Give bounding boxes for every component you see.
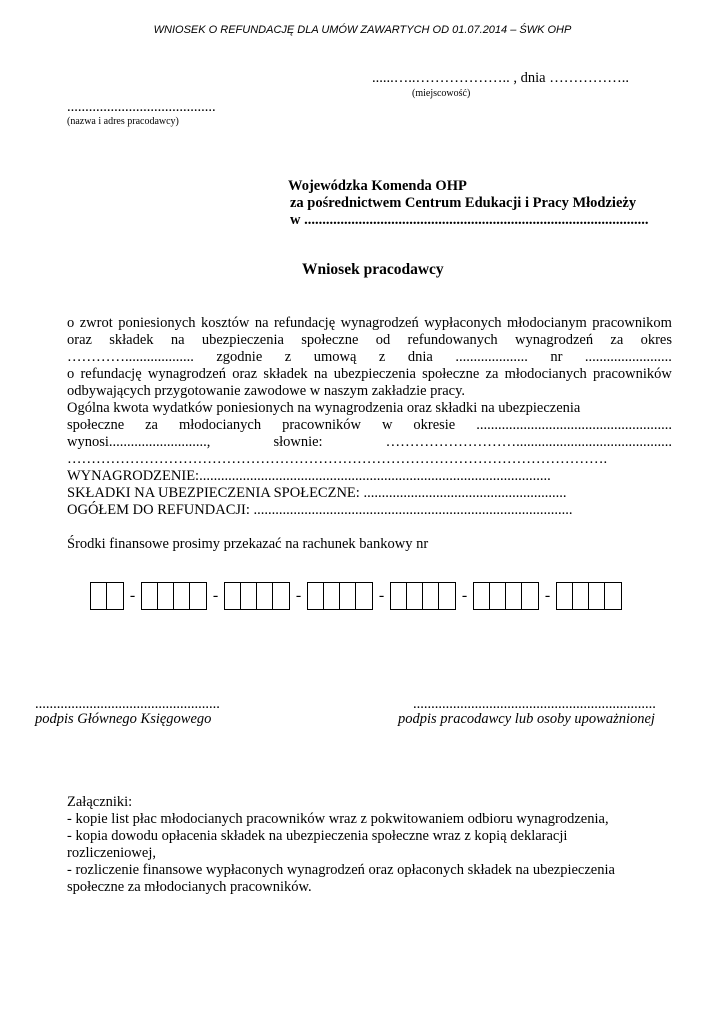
word: ...................................................... — [476, 417, 672, 433]
body-line-6: Ogólna kwota wydatków poniesionych na wynagrodzenia oraz składki na ubezpieczenia — [67, 400, 581, 416]
word: społeczne — [422, 366, 480, 382]
word: okres — [640, 332, 672, 348]
word: pracownikom — [592, 315, 672, 331]
account-digit-box[interactable] — [158, 583, 174, 609]
attachment-item: rozliczeniowej, — [67, 845, 156, 861]
attachment-item: - rozliczenie finansowe wypłaconych wynagrodzeń oraz opłaconych składek na ubezpieczenia — [67, 862, 615, 878]
body-line-2 — [67, 332, 672, 349]
account-digit-group — [307, 582, 373, 610]
word: składek — [109, 332, 154, 348]
account-digit-box[interactable] — [273, 583, 289, 609]
account-digit-box[interactable] — [407, 583, 423, 609]
account-digit-box[interactable] — [190, 583, 206, 609]
word: umową — [313, 349, 357, 365]
account-separator: - — [212, 587, 219, 604]
account-digit-box[interactable] — [241, 583, 257, 609]
account-separator: - — [461, 587, 468, 604]
word: refundowanych — [407, 332, 498, 348]
body-line-5: odbywających przygotowanie zawodowe w naszym zakładzie pracy. — [67, 383, 466, 399]
employer-label: (nazwa i adres pracodawcy) — [67, 116, 179, 127]
recipient-line2: za pośrednictwem Centrum Edukacji i Pracy Młodzieży — [290, 195, 637, 211]
word: oraz — [232, 366, 258, 382]
account-separator: - — [129, 587, 136, 604]
account-digit-box[interactable] — [308, 583, 324, 609]
word: pracowników — [282, 417, 361, 433]
account-digit-box[interactable] — [225, 583, 241, 609]
account-digit-box[interactable] — [91, 583, 107, 609]
word: od — [375, 332, 391, 348]
word: wynosi..........................., — [67, 434, 211, 450]
account-digit-box[interactable] — [573, 583, 589, 609]
account-digit-box[interactable] — [506, 583, 522, 609]
account-digit-box[interactable] — [589, 583, 605, 609]
word: na — [254, 315, 269, 331]
word: refundację — [273, 315, 336, 331]
skladki-line: SKŁADKI NA UBEZPIECZENIA SPOŁECZNE: ........................................................ — [67, 485, 567, 501]
word: ubezpieczenia — [201, 332, 284, 348]
word: składek — [263, 366, 308, 382]
account-separator: - — [544, 587, 551, 604]
attachment-item: - kopia dowodu opłacenia składek na ubezpieczenia społeczne wraz z kopią deklaracji — [67, 828, 568, 844]
account-digit-box[interactable] — [174, 583, 190, 609]
word: okresie — [413, 417, 456, 433]
word: zwrot — [79, 315, 113, 331]
account-digit-box[interactable] — [605, 583, 621, 609]
body-line-4 — [67, 366, 672, 383]
word: poniesionych — [118, 315, 196, 331]
word: za — [145, 417, 158, 433]
word: …………................... — [67, 349, 194, 365]
account-digit-box[interactable] — [356, 583, 372, 609]
word: wynagrodzeń — [514, 332, 594, 348]
word: ubezpieczenia — [333, 366, 416, 382]
account-digit-box[interactable] — [522, 583, 538, 609]
account-digit-box[interactable] — [142, 583, 158, 609]
account-digit-box[interactable] — [439, 583, 455, 609]
account-digit-group — [141, 582, 207, 610]
account-digit-box[interactable] — [423, 583, 439, 609]
recipient-line1: Wojewódzka Komenda OHP — [288, 178, 467, 194]
word: młodocianych — [178, 417, 262, 433]
word: słownie: — [273, 434, 323, 450]
word: społeczne — [67, 417, 125, 433]
word: młodocianym — [506, 315, 587, 331]
word: na — [313, 366, 328, 382]
document-title: Wniosek pracodawcy — [302, 261, 444, 278]
word: zgodnie — [216, 349, 263, 365]
signature-right-line: ................................................................... — [413, 696, 656, 712]
body-line-3 — [67, 349, 672, 366]
body-line-1 — [67, 315, 672, 332]
account-digit-box[interactable] — [490, 583, 506, 609]
word: o — [67, 366, 75, 382]
signature-left-line: ................................................... — [35, 696, 220, 712]
recipient-line3: w ............................................................................................... — [290, 212, 649, 228]
signature-left-label: podpis Głównego Księgowego — [35, 711, 212, 727]
word: wynagrodzeń — [147, 366, 226, 382]
word: o — [67, 315, 75, 331]
word: z — [378, 349, 386, 365]
account-separator: - — [295, 587, 302, 604]
word: za — [485, 366, 499, 382]
word: nr — [550, 349, 563, 365]
word: ………………………........................................... — [385, 434, 672, 450]
account-digit-box[interactable] — [391, 583, 407, 609]
word: ........................ — [584, 349, 672, 365]
ogolem-line: OGÓŁEM DO REFUNDACJI: ........................................................................................ — [67, 502, 573, 518]
account-digit-box[interactable] — [474, 583, 490, 609]
account-digit-group — [90, 582, 124, 610]
word: dnia — [407, 349, 433, 365]
bank-account-label: Środki finansowe prosimy przekazać na rachunek bankowy nr — [67, 536, 429, 552]
word: kosztów — [201, 315, 250, 331]
attachment-item: społeczne za młodocianych pracowników. — [67, 879, 312, 895]
attachments-title: Załączniki: — [67, 794, 133, 810]
bank-account-field[interactable] — [90, 582, 622, 610]
word: wynagrodzeń — [340, 315, 419, 331]
document-header: WNIOSEK O REFUNDACJĘ DLA UMÓW ZAWARTYCH OD 01.07.2014 – ŚWK OHP — [153, 24, 572, 36]
account-digit-box[interactable] — [557, 583, 573, 609]
account-digit-group — [556, 582, 622, 610]
account-digit-group — [473, 582, 539, 610]
place-date-line: ......…..……………….. , dnia …………….. — [372, 70, 629, 86]
account-digit-group — [224, 582, 290, 610]
account-digit-box[interactable] — [324, 583, 340, 609]
wynagrodzenie-line: WYNAGRODZENIE:................................................................................................. — [67, 468, 551, 484]
attachment-item: - kopie list płac młodocianych pracowników wraz z pokwitowaniem odbioru wynagrodzenia, — [67, 811, 609, 827]
word: wypłaconych — [424, 315, 502, 331]
account-digit-box[interactable] — [107, 583, 123, 609]
word: .................... — [455, 349, 528, 365]
signature-right-label: podpis pracodawcy lub osoby upoważnionej — [398, 711, 655, 727]
body-line-8 — [67, 434, 672, 451]
word: za — [610, 332, 624, 348]
word: refundację — [80, 366, 142, 382]
body-line-9: …………………………………………………………………………………………………. — [67, 451, 608, 467]
word: z — [284, 349, 292, 365]
word: pracowników — [592, 366, 672, 382]
word: w — [381, 417, 393, 433]
word: na — [170, 332, 185, 348]
account-digit-group — [390, 582, 456, 610]
word: oraz — [67, 332, 92, 348]
place-label: (miejscowość) — [412, 88, 471, 99]
account-digit-box[interactable] — [340, 583, 356, 609]
word: młodocianych — [504, 366, 587, 382]
account-separator: - — [378, 587, 385, 604]
word: społeczne — [301, 332, 359, 348]
body-line-7 — [67, 417, 672, 434]
account-digit-box[interactable] — [257, 583, 273, 609]
employer-line: ......................................... — [67, 99, 216, 115]
